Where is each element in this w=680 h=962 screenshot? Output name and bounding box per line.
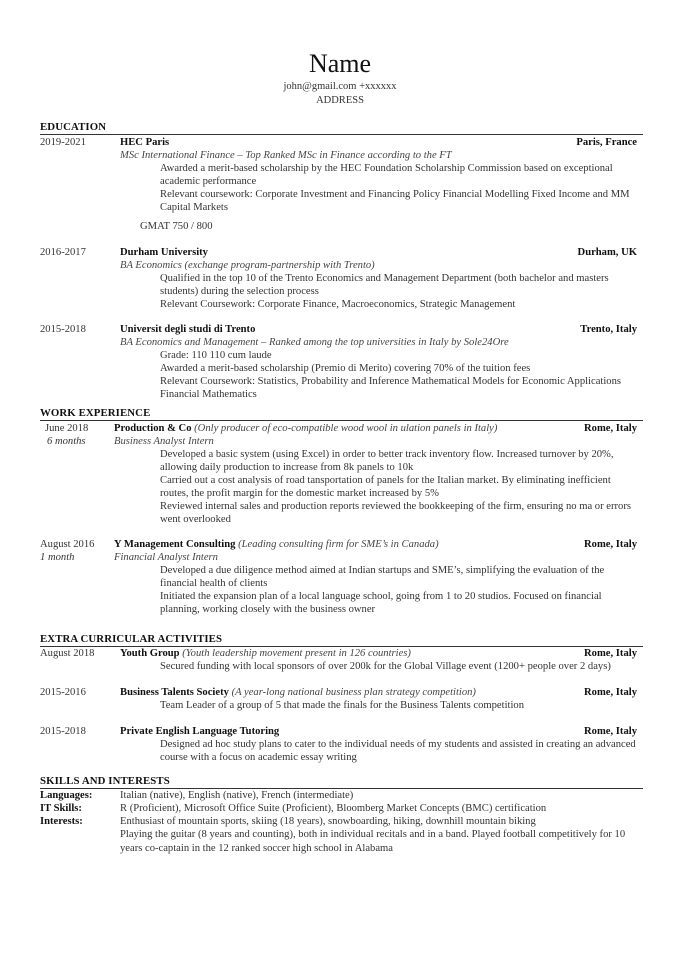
skill-value: Enthusiast of mountain sports, skiing (18 years), snowboarding, hiking, downhill mountain biking — [120, 816, 536, 827]
extracurricular-section — [40, 633, 643, 764]
entry-date: 2015-2018 — [40, 726, 86, 737]
skill-value: Playing the guitar (8 years and counting), both in individual recitals and in a band. Played football competitively for 10 years co-captain in the 12 ranked soccer high school in Alabama — [120, 829, 626, 854]
entry-subtitle: BA Economics (exchange program-partnership with Trento) — [120, 260, 375, 271]
org-description: (A year-long national business plan strategy competition) — [231, 687, 476, 698]
address-line: ADDRESS — [316, 95, 364, 106]
education-section — [40, 121, 643, 401]
skill-label: IT Skills: — [40, 803, 82, 814]
section-divider — [40, 420, 643, 421]
entry-bullet: Secured funding with local sponsors of over 200k for the Global Village event (1200+ people over 2 days) — [160, 661, 611, 672]
entry-duration: 1 month — [40, 552, 75, 563]
entry-org: Private English Language Tutoring — [120, 726, 280, 737]
entry-location: Rome, Italy — [584, 539, 637, 550]
activity-entry — [40, 647, 643, 673]
entry-bullet: Initiated the expansion plan of a local language school, going from 1 to 20 studios. Focused on financial planning, working closely with the business owner — [160, 591, 602, 615]
skill-value: Italian (native), English (native), French (intermediate) — [120, 790, 354, 801]
entry-bullet: Awarded a merit-based scholarship by the HEC Foundation Scholarship Commission based on exceptional academic performance — [160, 163, 613, 187]
skill-label: Languages: — [40, 790, 93, 801]
entry-org: HEC Paris — [120, 137, 170, 148]
org-description: (Only producer of eco-compatible wood wool in ulation panels in Italy) — [194, 423, 498, 434]
entry-bullet: Designed ad hoc study plans to cater to the individual needs of my students and assisted in creating an advanced course with a focus on academic essay writing — [160, 739, 636, 763]
education-entry — [40, 136, 643, 233]
education-entry — [40, 323, 643, 401]
entry-duration: 6 months — [47, 436, 86, 447]
org-description: (Youth leadership movement present in 126 countries) — [182, 648, 411, 659]
entry-location: Rome, Italy — [584, 687, 637, 698]
entry-bullet: Qualified in the top 10 of the Trento Economics and Management Department (both bachelor and masters students) during the selection process — [160, 273, 609, 297]
entry-bullet: Carried out a cost analysis of road tansportation of panels for the Italian market. By eliminating inefficient routes, the profit margin for the domestic market increased by 5% — [160, 475, 611, 499]
entry-bullet: Grade: 110 110 cum laude — [160, 350, 272, 361]
skill-row-interests — [40, 815, 643, 856]
entry-date: 2019-2021 — [40, 137, 86, 148]
education-entry — [40, 246, 643, 311]
contact-line: john@gmail.com +xxxxxx — [283, 81, 397, 92]
activity-entry — [40, 686, 643, 712]
section-title: EDUCATION — [40, 121, 107, 133]
entry-date: 2015-2016 — [40, 687, 86, 698]
entry-location: Durham, UK — [577, 247, 637, 258]
entry-bullet: Relevant Coursework: Statistics, Probability and Inference Mathematical Models for Economic Applications Financial Mathematics — [160, 376, 622, 400]
skill-row-it — [40, 802, 643, 815]
skill-row-languages — [40, 789, 643, 802]
entry-subtitle: BA Economics and Management – Ranked among the top universities in Italy by Sole24Ore — [120, 337, 509, 348]
entry-bullet: Relevant coursework: Corporate Investment and Financing Policy Financial Modelling Fixed Income and MM Capital Markets — [160, 189, 630, 213]
entry-bullet: Relevant Coursework: Corporate Finance, Macroeconomics, Strategic Management — [160, 299, 516, 310]
entry-bullet: Reviewed internal sales and production reports reviewed the bookkeeping of the firm, ensuring no ma or errors went overlooked — [160, 501, 631, 525]
gmat-score: GMAT 750 / 800 — [140, 221, 213, 232]
skills-section — [40, 775, 643, 856]
work-experience-section — [40, 407, 643, 616]
entry-date: August 2018 — [40, 648, 95, 659]
entry-location: Trento, Italy — [580, 324, 637, 335]
entry-date: June 2018 — [45, 423, 89, 434]
candidate-name: Name — [308, 49, 372, 78]
entry-date: August 2016 — [40, 539, 95, 550]
work-entry — [40, 538, 643, 616]
entry-org: Y Management Consulting (Leading consulting firm for SME’s in Canada) — [114, 539, 439, 550]
entry-org: Universit degli studi di Trento — [120, 324, 256, 335]
skill-label: Interests: — [40, 816, 83, 827]
entry-date: 2016-2017 — [40, 247, 86, 258]
entry-org: Business Talents Society (A year-long national business plan strategy competition) — [120, 687, 476, 698]
resume-header — [0, 49, 680, 107]
entry-subtitle: Business Analyst Intern — [114, 436, 214, 447]
org-description: (Leading consulting firm for SME’s in Canada) — [238, 539, 439, 550]
skill-value: R (Proficient), Microsoft Office Suite (Proficient), Bloomberg Market Concepts (BMC) certification — [120, 803, 547, 814]
entry-location: Rome, Italy — [584, 423, 637, 434]
entry-bullet: Team Leader of a group of 5 that made the finals for the Business Talents competition — [160, 700, 524, 711]
work-entry — [40, 422, 643, 526]
entry-location: Rome, Italy — [584, 726, 637, 737]
section-divider — [40, 134, 643, 135]
entry-org: Youth Group (Youth leadership movement present in 126 countries) — [120, 648, 411, 659]
section-title: SKILLS AND INTERESTS — [40, 775, 170, 787]
entry-bullet: Developed a due diligence method aimed at Indian startups and SME’s, simplifying the evaluation of the financial health of clients — [160, 565, 605, 589]
entry-bullet: Awarded a merit-based scholarship (Premio di Merito) covering 70% of the tuition fees — [160, 363, 531, 374]
entry-org: Production & Co (Only producer of eco-compatible wood wool in ulation panels in Italy) — [114, 423, 498, 434]
entry-subtitle: MSc International Finance – Top Ranked MSc in Finance according to the FT — [120, 150, 452, 161]
entry-location: Rome, Italy — [584, 648, 637, 659]
section-title: WORK EXPERIENCE — [40, 407, 151, 419]
section-title: EXTRA CURRICULAR ACTIVITIES — [40, 633, 223, 645]
entry-date: 2015-2018 — [40, 324, 86, 335]
entry-org: Durham University — [120, 247, 208, 258]
entry-subtitle: Financial Analyst Intern — [114, 552, 218, 563]
activity-entry — [40, 725, 643, 764]
entry-location: Paris, France — [576, 137, 637, 148]
entry-bullet: Developed a basic system (using Excel) in order to better track inventory flow. Increased turnover by 20%, allowing daily production to increase from 8k panels to 10k — [160, 449, 614, 473]
